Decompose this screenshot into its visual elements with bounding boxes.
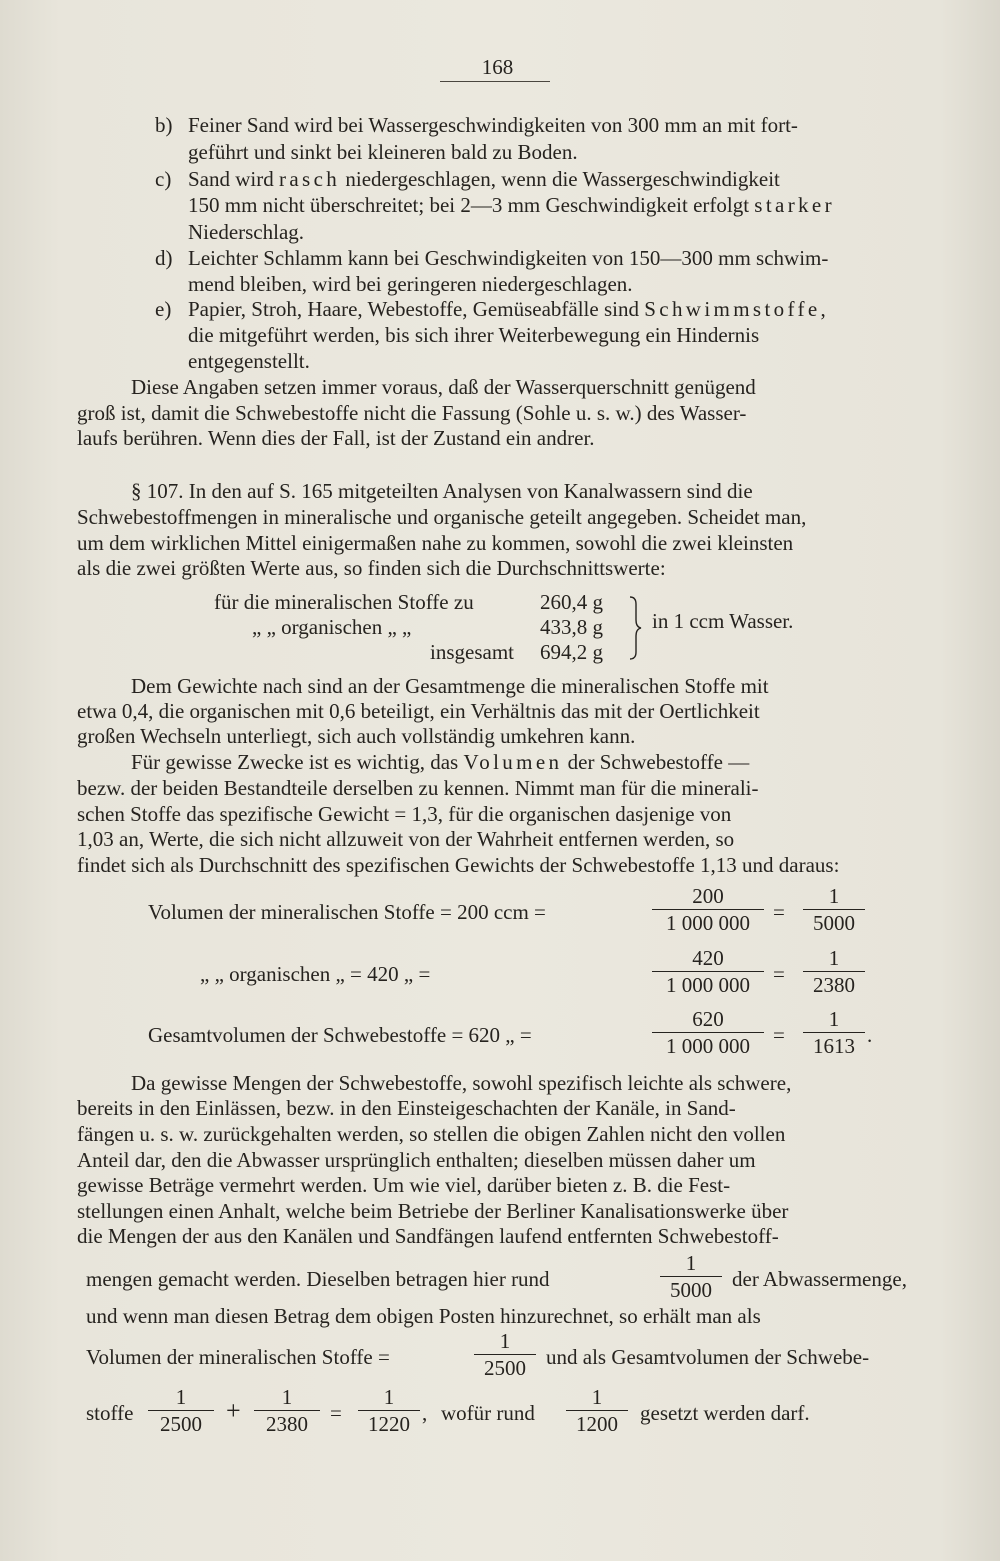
equals-sign: = <box>773 1023 785 1047</box>
para2-line-3: um dem wirklichen Mittel einigermaßen nahe zu kommen, sowohl die zwei kleinsten <box>77 531 794 555</box>
para5-line-10-post: und als Gesamtvolumen der Schwebe- <box>546 1345 870 1369</box>
para5-line-4: Anteil dar, den die Abwasser ursprünglich enthalten; dieselben müssen daher um <box>77 1148 756 1172</box>
item-marker-b: b) <box>155 113 173 137</box>
denominator: 2500 <box>148 1410 214 1437</box>
sum-fraction-result <box>358 1384 420 1437</box>
equation-2-fraction-b <box>803 945 865 998</box>
para2-line-4: als die zwei größten Werte aus, so finden sich die Durchschnittswerte: <box>77 556 666 580</box>
fraction-1-2500 <box>474 1328 536 1381</box>
para5-line-3: fängen u. s. w. zurückgehalten werden, so stellen die obigen Zahlen nicht den vollen <box>77 1122 786 1146</box>
item-c-line-2 <box>188 192 835 218</box>
item-e-line-2: die mitgeführt werden, bis sich ihrer Weiterbewegung ein Hindernis <box>188 323 760 347</box>
item-d-line-2: mend bleiben, wird bei geringeren niedergeschlagen. <box>188 272 633 296</box>
text-run: der Schwebestoffe — <box>562 750 750 774</box>
text-run: , <box>820 297 826 321</box>
para3-line-2: etwa 0,4, die organischen mit 0,6 beteiligt, ein Verhältnis das mit der Oertlichkeit <box>77 699 760 723</box>
para5-line-5: gewisse Beträge vermehrt werden. Um wie viel, darüber bieten z. B. die Fest- <box>77 1173 731 1197</box>
para1-line-3: laufs berühren. Wenn dies der Fall, ist der Zustand ein andrer. <box>77 426 595 450</box>
equals-sign: = <box>773 962 785 986</box>
para4-line-3: schen Stoffe das spezifische Gewicht = 1,3, für die organischen dasjenige von <box>77 802 732 826</box>
para4-line-5: findet sich als Durchschnitt des spezifischen Gewichts der Schwebestoffe 1,13 und daraus: <box>77 853 840 877</box>
numerator: 1 <box>383 1385 395 1409</box>
spaced-emphasis: rasch <box>279 167 341 191</box>
numerator: 1 <box>828 1007 840 1031</box>
numerator: 200 <box>692 884 724 908</box>
item-c-line-3: Niederschlag. <box>188 220 305 244</box>
table-row-value-organic: 433,8 g <box>540 615 603 639</box>
numerator: 1 <box>828 946 840 970</box>
page-number-rule <box>440 81 550 82</box>
item-b-line-2: geführt und sinkt bei kleineren bald zu Boden. <box>188 140 578 164</box>
spaced-emphasis: Schwimmstoffe <box>644 297 821 321</box>
item-b-line-1: Feiner Sand wird bei Wassergeschwindigkeiten von 300 mm an mit fort- <box>188 113 798 137</box>
sum-line-label: stoffe <box>86 1401 134 1425</box>
equals-sign: = <box>773 900 785 924</box>
table-note: in 1 ccm Wasser. <box>652 609 794 633</box>
equation-1-fraction-a <box>652 883 764 936</box>
item-marker-e: e) <box>155 297 172 321</box>
numerator: 420 <box>692 946 724 970</box>
item-e-line-3: entgegenstellt. <box>188 349 310 373</box>
equation-1-fraction-b <box>803 883 865 936</box>
denominator: 1 000 000 <box>652 909 764 936</box>
item-marker-d: d) <box>155 246 173 270</box>
equation-2-fraction-a <box>652 945 764 998</box>
numerator: 620 <box>692 1007 724 1031</box>
item-marker-c: c) <box>155 167 172 191</box>
table-row-label-total: insgesamt <box>430 640 514 664</box>
denominator: 2380 <box>254 1410 320 1437</box>
sum-fraction-2 <box>254 1384 320 1437</box>
numerator: 1 <box>499 1329 511 1353</box>
equation-3-fraction-a <box>652 1006 764 1059</box>
para5-line-10-text: Volumen der mineralischen Stoffe = <box>86 1345 390 1369</box>
sum-line-mid: wofür rund <box>441 1401 535 1425</box>
table-row-label-organic: „ „ organischen „ „ <box>252 615 412 639</box>
para4-line-2: bezw. der beiden Bestandteile derselben zu kennen. Nimmt man für die minerali- <box>77 776 759 800</box>
text-run: 150 mm nicht überschreitet; bei 2—3 mm Geschwindigkeit erfolgt <box>188 193 755 217</box>
para1-line-1: Diese Angaben setzen immer voraus, daß der Wasserquerschnitt genügend <box>131 375 756 399</box>
para5-line-8-text: mengen gemacht werden. Dieselben betragen hier rund <box>86 1267 550 1291</box>
equation-3-fraction-b <box>803 1006 865 1059</box>
para5-line-1: Da gewisse Mengen der Schwebestoffe, sowohl spezifisch leichte als schwere, <box>131 1071 792 1095</box>
text-run: Sand wird <box>188 167 279 191</box>
item-e-line-1 <box>188 296 826 322</box>
equals-sign: = <box>330 1401 342 1425</box>
equation-3-text: Gesamtvolumen der Schwebestoffe = 620 „ = <box>148 1023 532 1047</box>
denominator: 1613 <box>803 1032 865 1059</box>
table-row-label-mineral: für die mineralischen Stoffe zu <box>214 590 474 614</box>
item-d-line-1: Leichter Schlamm kann bei Geschwindigkeiten von 150—300 mm schwim- <box>188 246 829 270</box>
denominator: 1200 <box>566 1410 628 1437</box>
table-row-value-total: 694,2 g <box>540 640 603 664</box>
para2-line-2: Schwebestoffmengen in mineralische und organische geteilt angegeben. Scheidet man, <box>77 505 807 529</box>
sum-line-post: gesetzt werden darf. <box>640 1401 810 1425</box>
para2-line-1: § 107. In den auf S. 165 mitgeteilten Analysen von Kanalwassern sind die <box>131 479 753 503</box>
numerator: 1 <box>591 1385 603 1409</box>
item-c-line-1 <box>188 166 780 192</box>
sum-fraction-rounded <box>566 1384 628 1437</box>
text-run: Papier, Stroh, Haare, Webestoffe, Gemüseabfälle sind <box>188 297 645 321</box>
para5-line-2: bereits in den Einlässen, bezw. in den Einsteigeschachten der Kanäle, in Sand- <box>77 1096 736 1120</box>
table-row-value-mineral: 260,4 g <box>540 590 603 614</box>
plus-sign: + <box>226 1396 241 1425</box>
denominator: 1220 <box>358 1410 420 1437</box>
numerator: 1 <box>685 1251 697 1275</box>
equation-2-text: „ „ organischen „ = 420 „ = <box>200 962 431 986</box>
para5-line-9: und wenn man diesen Betrag dem obigen Posten hinzurechnet, so erhält man als <box>86 1304 761 1328</box>
para4-line-1 <box>131 749 749 775</box>
para3-line-3: großen Wechseln unterliegt, sich auch vollständig umkehren kann. <box>77 724 636 748</box>
para5-line-6: stellungen einen Anhalt, welche beim Betriebe der Berliner Kanalisationswerke über <box>77 1199 789 1223</box>
equation-3-end: . <box>867 1023 873 1047</box>
denominator: 2380 <box>803 971 865 998</box>
denominator: 1 000 000 <box>652 1032 764 1059</box>
denominator: 1 000 000 <box>652 971 764 998</box>
numerator: 1 <box>281 1385 293 1409</box>
sum-fraction-1 <box>148 1384 214 1437</box>
equation-1-text: Volumen der mineralischen Stoffe = 200 ccm = <box>148 900 546 924</box>
spaced-emphasis: Volumen <box>463 750 563 774</box>
curly-brace-icon <box>628 596 642 660</box>
para5-line-8-post: der Abwassermenge, <box>732 1267 907 1291</box>
denominator: 2500 <box>474 1354 536 1381</box>
fraction-1-5000 <box>660 1250 722 1303</box>
numerator: 1 <box>175 1385 187 1409</box>
denominator: 5000 <box>660 1276 722 1303</box>
denominator: 5000 <box>803 909 865 936</box>
para3-line-1: Dem Gewichte nach sind an der Gesamtmenge die mineralischen Stoffe mit <box>131 674 769 698</box>
numerator: 1 <box>828 884 840 908</box>
comma: , <box>422 1401 428 1425</box>
para5-line-7: die Mengen der aus den Kanälen und Sandfängen laufend entfernten Schwebestoff- <box>77 1224 779 1248</box>
para4-line-4: 1,03 an, Werte, die sich nicht allzuweit von der Wahrheit entfernen werden, so <box>77 827 735 851</box>
para1-line-2: groß ist, damit die Schwebestoffe nicht die Fassung (Sohle u. s. w.) des Wasser- <box>77 401 747 425</box>
page-number: 168 <box>481 55 514 79</box>
text-run: niedergeschlagen, wenn die Wassergeschwindigkeit <box>340 167 780 191</box>
spaced-emphasis: starker <box>754 193 835 217</box>
text-run: Für gewisse Zwecke ist es wichtig, das <box>131 750 464 774</box>
